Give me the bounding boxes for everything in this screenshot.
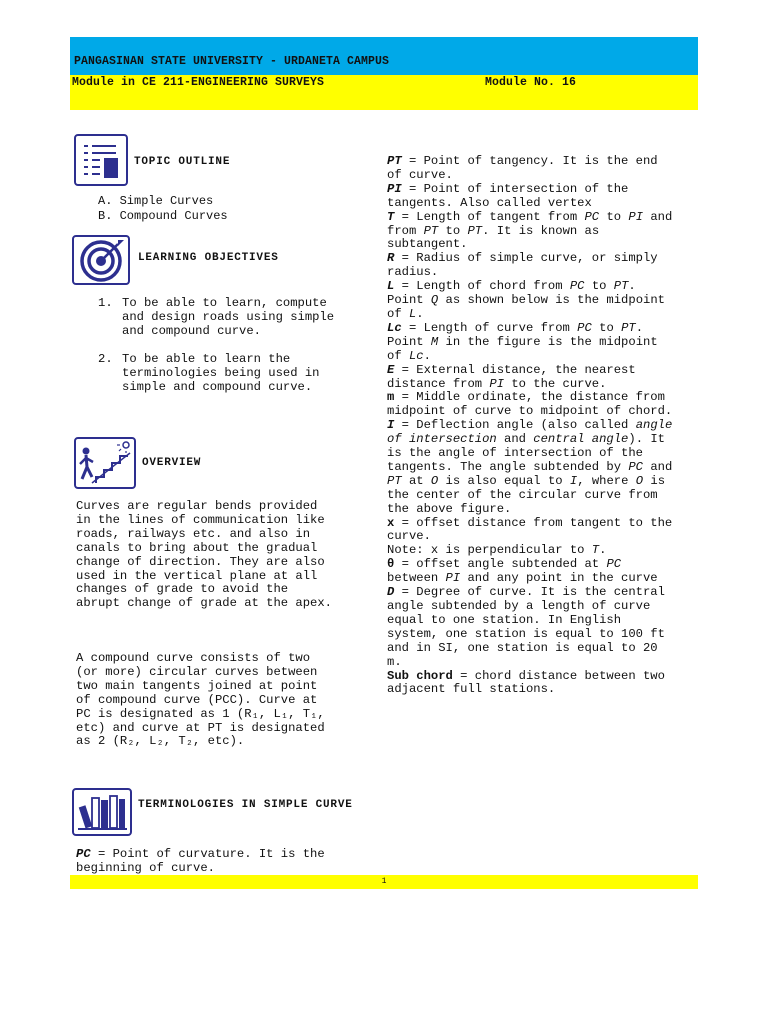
- sub-chord-definition: Sub chord = chord distance between two adjacent full stations.: [387, 668, 665, 697]
- target-icon: [72, 235, 130, 285]
- overview-paragraph-1: Curves are regular bends provided in the lines of communication like roads, railways etc. and also in canals to bring about the gradual change of direction. They are also used in the vertical plane at all changes of grade to avoid the abrupt change of grade at the apex.: [76, 499, 332, 611]
- footer-bar: [70, 875, 698, 889]
- learning-objectives-title: LEARNING OBJECTIVES: [138, 252, 279, 264]
- theta-definition: θ = offset angle subtended at PC between PI and any point in the curve: [387, 557, 658, 586]
- d-definition: D = Degree of curve. It is the central angle subtended by a length of curve equal to one station. In English system, one station is equal to 100 ft and in SI, one station is equal to 20 m.: [387, 585, 665, 669]
- i-definition: I = Deflection angle (also called angle of intersection and central angle). It is the angle of intersection of the tangents. The angle subtended by PC and PT at O is also equal to I, where O is the center of the circular curve from the above figure.: [387, 418, 673, 516]
- x-definition: x = offset distance from tangent to the curve. Note: x is perpendicular to T.: [387, 515, 673, 558]
- overview-paragraph-2: A compound curve consists of two (or more) circular curves between two main tangents joined at point of compound curve (PCC). Curve at PC is designated as 1 (R₁, L₁, T₁, etc) and curve at PT is designated as 2 (R₂, L₂, T₂, etc).: [76, 651, 325, 749]
- terminologies-title: TERMINOLOGIES IN SIMPLE CURVE: [138, 799, 353, 811]
- e-definition: E = External distance, the nearest distance from PI to the curve.: [387, 362, 636, 391]
- module-title: Module in CE 211-ENGINEERING SURVEYS: [72, 76, 325, 89]
- stairs-walker-icon: [74, 437, 136, 489]
- module-number: Module No. 16: [485, 76, 577, 89]
- r-definition: R = Radius of simple curve, or simply radius.: [387, 251, 658, 280]
- terminology-definitions: [387, 155, 677, 697]
- lc-definition: Lc = Length of curve from PC to PT. Point M in the figure is the midpoint of Lc.: [387, 320, 658, 363]
- m-definition: m = Middle ordinate, the distance from midpoint of curve to midpoint of chord.: [387, 390, 673, 419]
- l-definition: L = Length of chord from PC to PT. Point Q as shown below is the midpoint of L.: [387, 279, 665, 321]
- topic-outline-list: [98, 194, 228, 224]
- books-icon: [72, 788, 132, 836]
- objectives-list: [98, 296, 354, 394]
- overview-title: OVERVIEW: [142, 457, 202, 469]
- topic-outline-title: TOPIC OUTLINE: [134, 156, 231, 168]
- page-number: 1: [381, 877, 387, 886]
- pi-definition: PI = Point of intersection of the tangents. Also called vertex: [387, 181, 629, 210]
- list-item: 1. To be able to learn, compute and design roads using simple and compound curve.: [98, 296, 335, 339]
- pc-definition: PC = Point of curvature. It is the beginning of curve.: [76, 847, 325, 875]
- list-item: A. Simple Curves: [98, 194, 214, 208]
- university-name: PANGASINAN STATE UNIVERSITY - URDANETA CAMPUS: [74, 55, 390, 68]
- document-list-icon: [74, 134, 128, 186]
- t-definition: T = Length of tangent from PC to PI and from PT to PT. It is known as subtangent.: [387, 209, 673, 252]
- pt-definition: PT = Point of tangency. It is the end of curve.: [387, 154, 658, 182]
- list-item: B. Compound Curves: [98, 209, 228, 223]
- list-item: 2. To be able to learn the terminologies being used in simple and compound curve.: [98, 351, 320, 395]
